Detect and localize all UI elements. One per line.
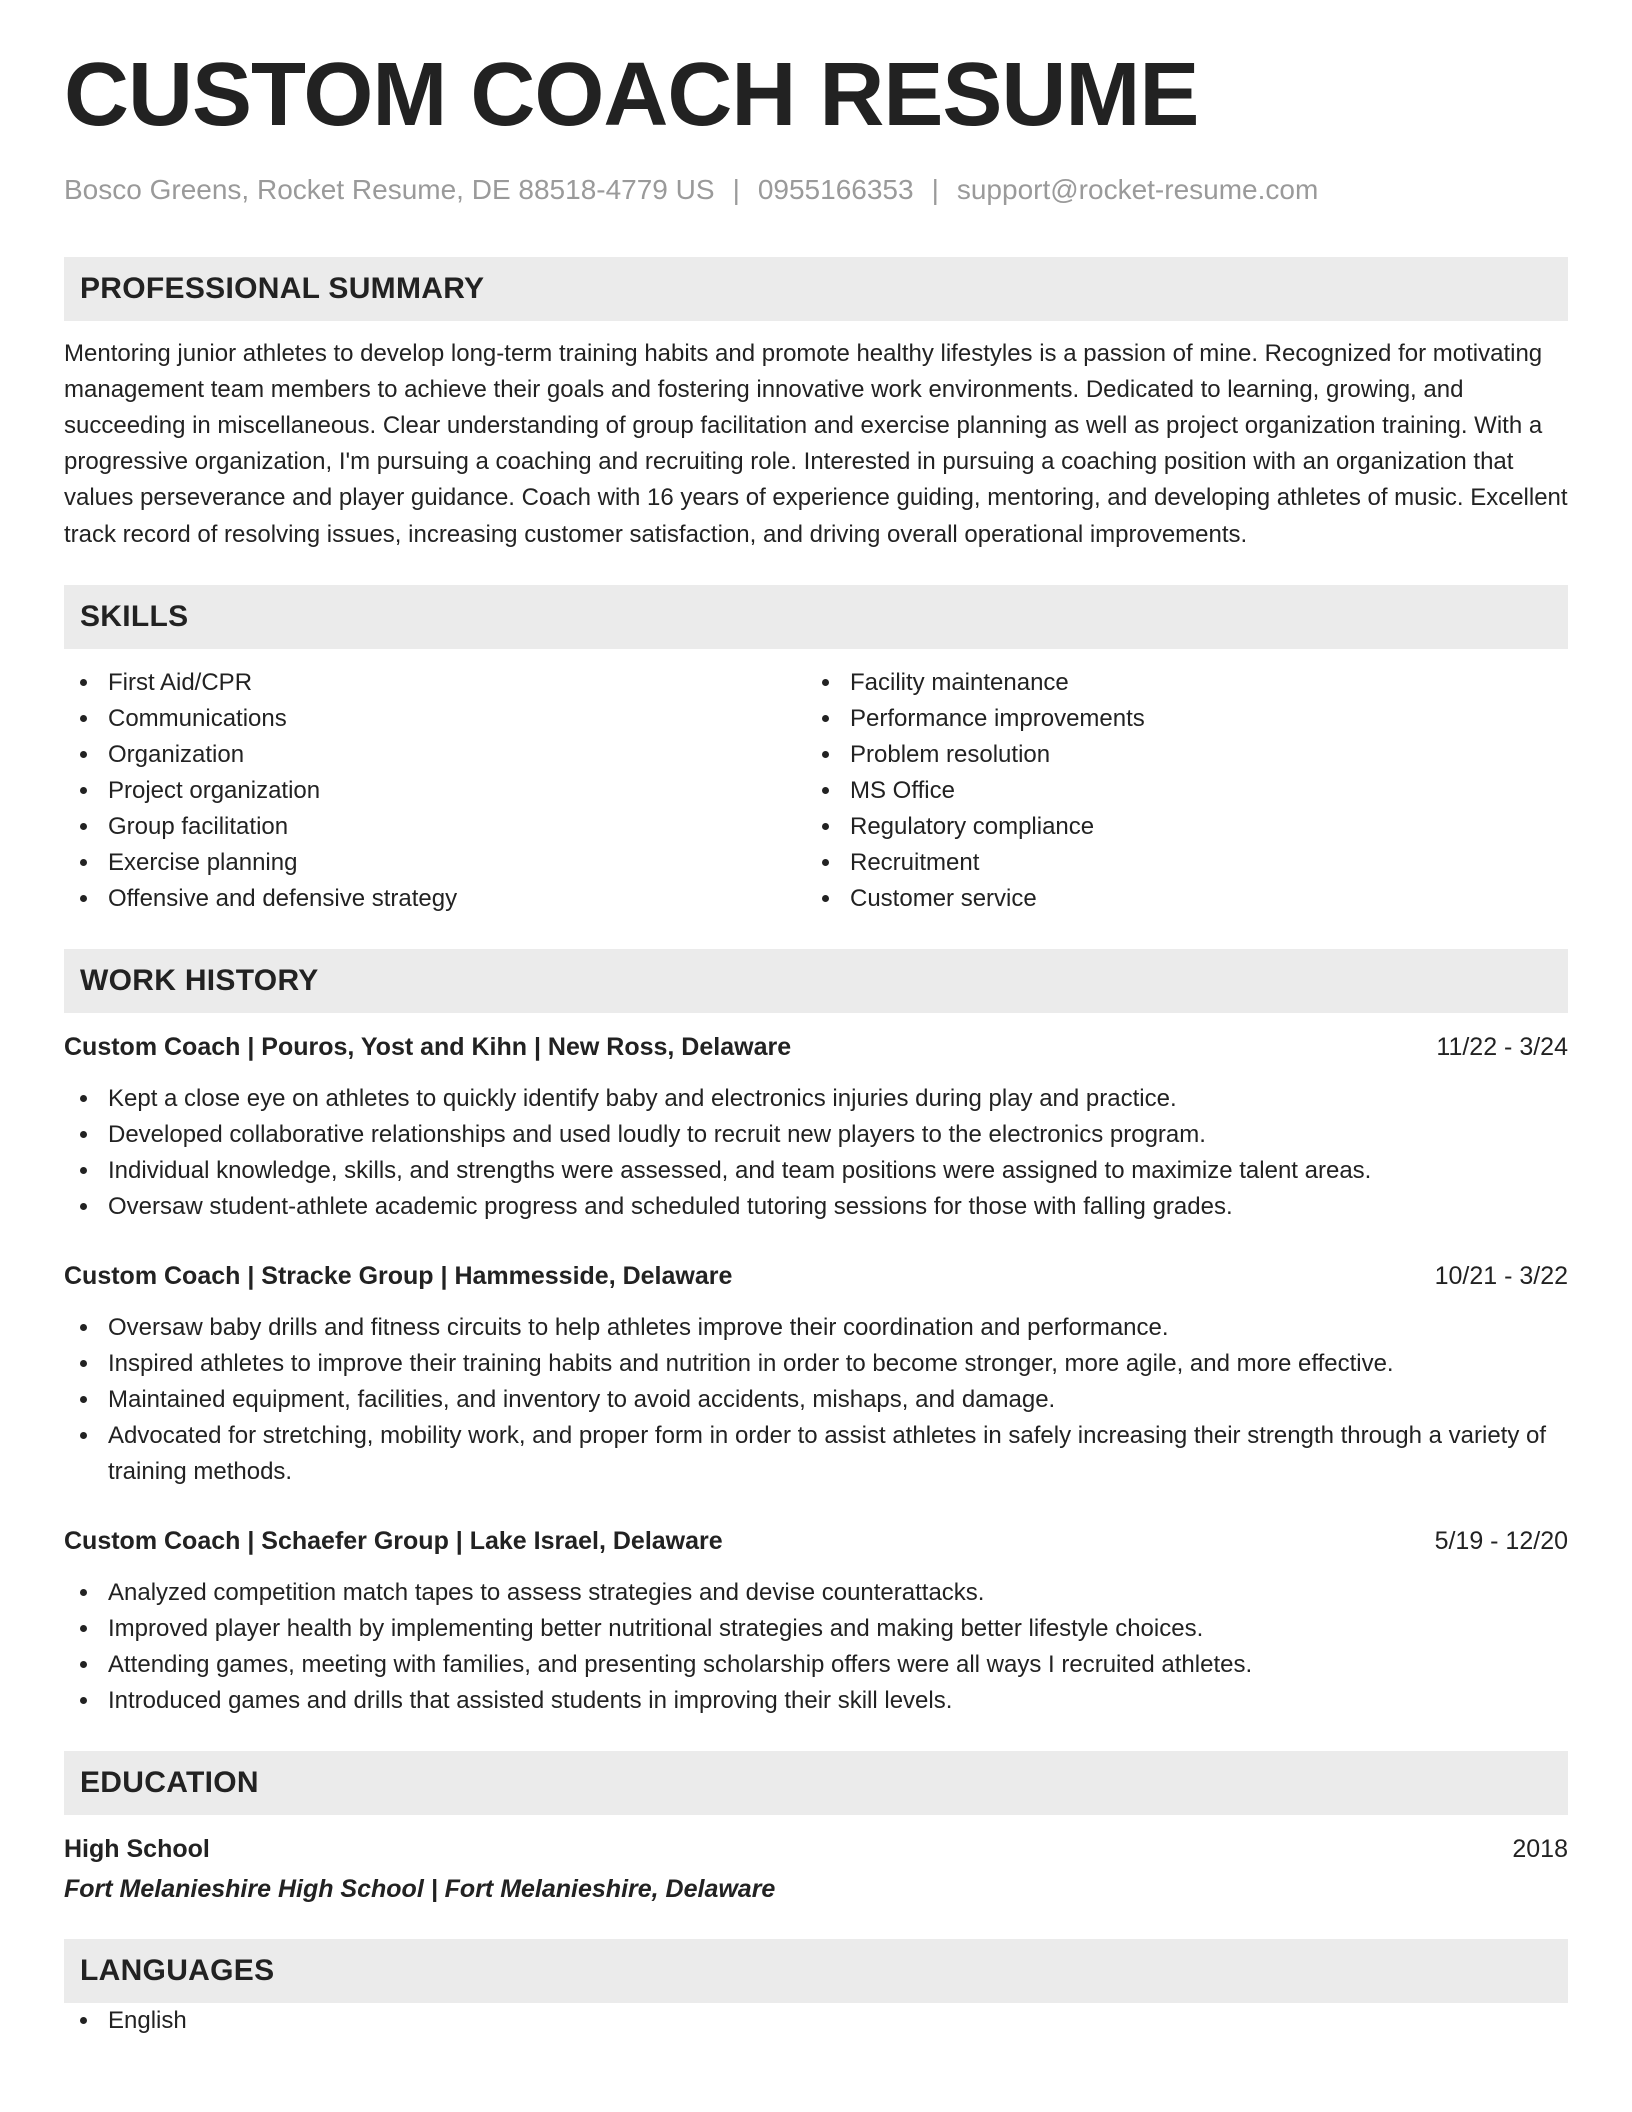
skills-section	[64, 585, 1568, 917]
education-school: Fort Melanieshire High School | Fort Melanieshire, Delaware	[64, 1874, 776, 1903]
job-entry	[64, 1523, 1568, 1719]
skill-item: Recruitment	[806, 845, 1548, 881]
skill-item: Performance improvements	[806, 701, 1548, 737]
skill-item: Project organization	[64, 773, 806, 809]
skill-item: First Aid/CPR	[64, 665, 806, 701]
job-bullet: Developed collaborative relationships and used loudly to recruit new players to the electronics program.	[64, 1117, 1568, 1153]
section-heading: LANGUAGES	[64, 1939, 1568, 2003]
contact-email: support@rocket-resume.com	[956, 174, 1319, 205]
contact-separator: |	[732, 174, 740, 205]
job-bullet: Inspired athletes to improve their training habits and nutrition in order to become stronger, more agile, and more effective.	[64, 1346, 1568, 1382]
skill-item: Offensive and defensive strategy	[64, 881, 806, 917]
skill-item: Regulatory compliance	[806, 809, 1548, 845]
section-heading: EDUCATION	[64, 1751, 1568, 1815]
skill-item: Facility maintenance	[806, 665, 1548, 701]
contact-address: Bosco Greens, Rocket Resume, DE 88518-4779 US	[64, 174, 715, 205]
job-dates: 10/21 - 3/22	[1434, 1261, 1568, 1290]
section-heading: WORK HISTORY	[64, 949, 1568, 1013]
skills-grid	[64, 665, 1568, 917]
skill-item: Exercise planning	[64, 845, 806, 881]
education-year: 2018	[1512, 1834, 1568, 1863]
job-bullet: Attending games, meeting with families, and presenting scholarship offers were all ways I recruited athletes.	[64, 1647, 1568, 1683]
job-title: Custom Coach | Stracke Group | Hammesside, Delaware	[64, 1261, 733, 1290]
summary-text: Mentoring junior athletes to develop long-term training habits and promote healthy lifestyles is a passion of mine. Recognized for motivating management team members to achieve their goals and fostering innovative work environments. Dedicated to learning, growing, and succeeding in miscellaneous. Clear understanding of group facilitation and exercise planning as well as project organization training. With a progressive organization, I'm pursuing a coaching and recruiting role. Interested in pursuing a coaching position with an organization that values perseverance and player guidance. Coach with 16 years of experience guiding, mentoring, and developing athletes of music. Excellent track record of resolving issues, increasing customer satisfaction, and driving overall operational improvements.	[64, 339, 1568, 548]
skill-item: Organization	[64, 737, 806, 773]
education-degree: High School	[64, 1834, 210, 1863]
skills-column-right	[806, 665, 1548, 917]
skill-item: Customer service	[806, 881, 1548, 917]
job-dates: 5/19 - 12/20	[1434, 1526, 1568, 1555]
skill-item: Communications	[64, 701, 806, 737]
work-history-section	[64, 949, 1568, 1719]
contact-phone: 0955166353	[757, 174, 914, 205]
skill-item: MS Office	[806, 773, 1548, 809]
contact-line	[64, 173, 1568, 207]
section-heading: PROFESSIONAL SUMMARY	[64, 257, 1568, 321]
skill-item: Problem resolution	[806, 737, 1548, 773]
job-bullet: Advocated for stretching, mobility work, and proper form in order to assist athletes in safely increasing their strength through a variety of training methods.	[64, 1418, 1568, 1490]
language-item: English	[64, 2003, 1568, 2039]
resume-title: CUSTOM COACH RESUME	[64, 45, 1199, 145]
job-bullet: Analyzed competition match tapes to assess strategies and devise counterattacks.	[64, 1575, 1568, 1611]
education-section	[64, 1751, 1568, 1907]
job-bullet: Individual knowledge, skills, and strengths were assessed, and team positions were assigned to maximize talent areas.	[64, 1153, 1568, 1189]
job-title: Custom Coach | Schaefer Group | Lake Israel, Delaware	[64, 1526, 723, 1555]
resume-page	[64, 45, 1568, 2039]
job-title: Custom Coach | Pouros, Yost and Kihn | New Ross, Delaware	[64, 1032, 792, 1061]
section-heading: SKILLS	[64, 585, 1568, 649]
job-bullet: Kept a close eye on athletes to quickly identify baby and electronics injuries during play and practice.	[64, 1081, 1568, 1117]
contact-separator: |	[931, 174, 939, 205]
education-entry	[64, 1831, 1568, 1907]
skills-column-left	[64, 665, 806, 917]
job-bullet: Oversaw student-athlete academic progress and scheduled tutoring sessions for those with falling grades.	[64, 1189, 1568, 1225]
job-bullet: Oversaw baby drills and fitness circuits to help athletes improve their coordination and performance.	[64, 1310, 1568, 1346]
job-entry	[64, 1258, 1568, 1490]
job-bullet: Improved player health by implementing better nutritional strategies and making better lifestyle choices.	[64, 1611, 1568, 1647]
professional-summary-section	[64, 257, 1568, 553]
skill-item: Group facilitation	[64, 809, 806, 845]
job-bullet: Introduced games and drills that assisted students in improving their skill levels.	[64, 1683, 1568, 1719]
languages-section	[64, 1939, 1568, 2039]
job-dates: 11/22 - 3/24	[1436, 1032, 1568, 1061]
job-entry	[64, 1029, 1568, 1225]
job-bullet: Maintained equipment, facilities, and inventory to avoid accidents, mishaps, and damage.	[64, 1382, 1568, 1418]
